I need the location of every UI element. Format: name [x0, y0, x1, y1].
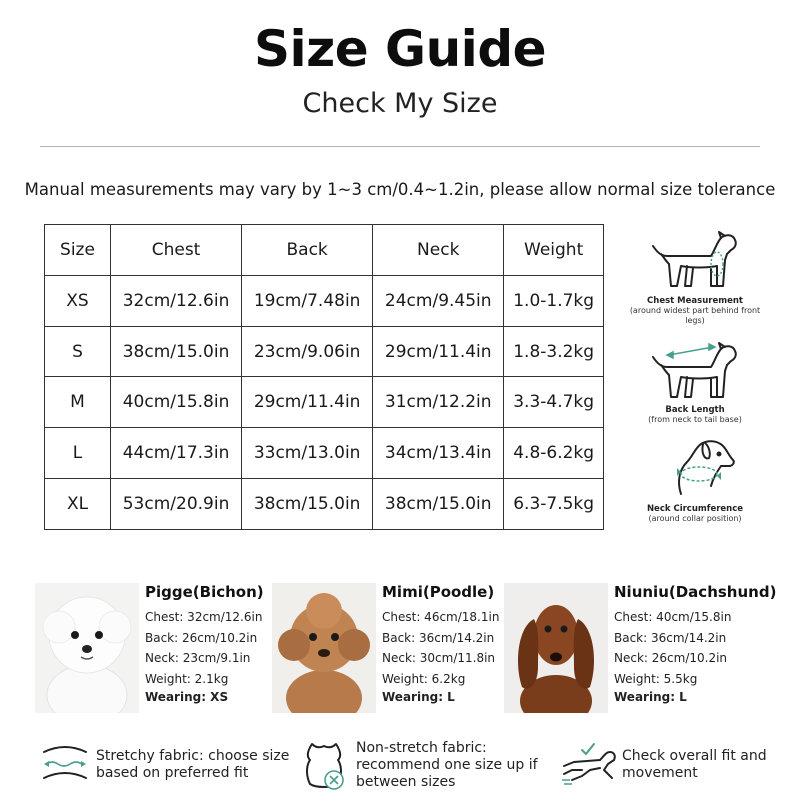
tip-line: based on preferred fit [96, 765, 249, 781]
chest-measurement-guide [620, 226, 770, 325]
tip-line: between sizes [356, 774, 456, 790]
table-cell: 38cm/15.0in [111, 326, 242, 377]
dog-chest: Chest: 32cm/12.6in [145, 610, 263, 624]
tolerance-note: Manual measurements may vary by 1~3 cm/0.4~1.2in, please allow normal size tolerance [24, 180, 776, 199]
dog-neck: Neck: 30cm/11.8in [382, 651, 496, 665]
table-cell: L [45, 428, 111, 479]
dog-weight: Weight: 6.2kg [382, 671, 466, 686]
table-cell: 23cm/9.06in [242, 326, 373, 377]
non-stretch-fabric-icon [298, 740, 350, 792]
dog-name: Niuniu(Dachshund) [614, 583, 777, 601]
tip-line: recommend one size up if [356, 757, 538, 773]
dog-weight: Weight: 2.1kg [145, 671, 229, 686]
dog-info [614, 583, 777, 704]
table-cell: 19cm/7.48in [242, 275, 373, 326]
table-cell: 34cm/13.4in [373, 428, 504, 479]
tip-check-fit [560, 740, 770, 790]
table-cell: 1.8-3.2kg [504, 326, 604, 377]
table-cell: 24cm/9.45in [373, 275, 504, 326]
dog-neck: Neck: 23cm/9.1in [145, 651, 251, 665]
guide-description: (around widest part behind front legs) [629, 306, 761, 325]
table-cell: 38cm/15.0in [373, 479, 504, 530]
guide-description: (from neck to tail base) [648, 415, 742, 425]
dog-back: Back: 36cm/14.2in [614, 630, 727, 645]
dog-example-poodle [272, 583, 522, 713]
table-row [45, 479, 604, 530]
table-cell: M [45, 377, 111, 428]
dog-chest-icon [647, 226, 743, 294]
page-title: Size Guide [253, 20, 547, 78]
running-dog-check-icon [560, 740, 618, 786]
bichon-photo [35, 583, 139, 713]
table-header-row [45, 225, 604, 276]
guide-description: (around collar position) [648, 514, 742, 524]
dachshund-photo [504, 583, 608, 713]
divider [40, 146, 760, 147]
table-cell: 31cm/12.2in [373, 377, 504, 428]
tip-line: Non-stretch fabric: [356, 740, 487, 756]
table-cell: 1.0-1.7kg [504, 275, 604, 326]
table-cell: 32cm/12.6in [111, 275, 242, 326]
table-cell: 29cm/11.4in [373, 326, 504, 377]
table-cell: 4.8-6.2kg [504, 428, 604, 479]
dog-weight: Weight: 5.5kg [614, 671, 698, 686]
back-length-guide [620, 333, 770, 425]
dog-wearing: Wearing: L [614, 690, 687, 704]
tip-line: Check overall fit and [622, 748, 767, 764]
guide-label: Neck Circumference [646, 504, 744, 514]
table-cell: 53cm/20.9in [111, 479, 242, 530]
dog-wearing: Wearing: L [382, 690, 455, 704]
column-header: Size [45, 225, 111, 276]
dog-info [145, 583, 290, 704]
guide-label: Back Length [665, 405, 725, 415]
page-subtitle: Check My Size [302, 88, 498, 119]
size-table [44, 224, 604, 530]
table-row [45, 377, 604, 428]
table-cell: 3.3-4.7kg [504, 377, 604, 428]
dog-back-icon [647, 333, 743, 403]
tip-non-stretch-fabric [298, 740, 538, 790]
table-cell: 6.3-7.5kg [504, 479, 604, 530]
dog-chest: Chest: 40cm/15.8in [614, 610, 732, 624]
dog-chest: Chest: 46cm/18.1in [382, 610, 500, 624]
dog-back: Back: 36cm/14.2in [382, 630, 495, 645]
table-cell: 38cm/15.0in [242, 479, 373, 530]
dog-example-bichon [35, 583, 285, 713]
column-header: Chest [111, 225, 242, 276]
table-cell: S [45, 326, 111, 377]
column-header: Neck [373, 225, 504, 276]
dog-neck: Neck: 26cm/10.2in [614, 651, 728, 665]
dog-name: Mimi(Poodle) [382, 583, 495, 601]
stretch-fabric-icon [40, 740, 90, 784]
table-cell: 44cm/17.3in [111, 428, 242, 479]
table-row [45, 275, 604, 326]
tip-stretchy-fabric [40, 740, 290, 790]
dog-example-dachshund [504, 583, 777, 713]
table-cell: 40cm/15.8in [111, 377, 242, 428]
table-cell: 33cm/13.0in [242, 428, 373, 479]
guide-label: Chest Measurement [647, 296, 743, 306]
column-header: Weight [504, 225, 604, 276]
dog-wearing: Wearing: XS [145, 690, 229, 704]
dog-back: Back: 26cm/10.2in [145, 630, 258, 645]
tip-line: movement [622, 765, 698, 781]
tip-line: Stretchy fabric: choose size [96, 748, 290, 764]
poodle-photo [272, 583, 376, 713]
table-cell: XL [45, 479, 111, 530]
table-cell: XS [45, 275, 111, 326]
table-cell: 29cm/11.4in [242, 377, 373, 428]
neck-circumference-guide [620, 432, 770, 524]
column-header: Back [242, 225, 373, 276]
table-row [45, 428, 604, 479]
dog-neck-icon [647, 432, 743, 502]
dog-name: Pigge(Bichon) [145, 583, 264, 601]
table-row [45, 326, 604, 377]
